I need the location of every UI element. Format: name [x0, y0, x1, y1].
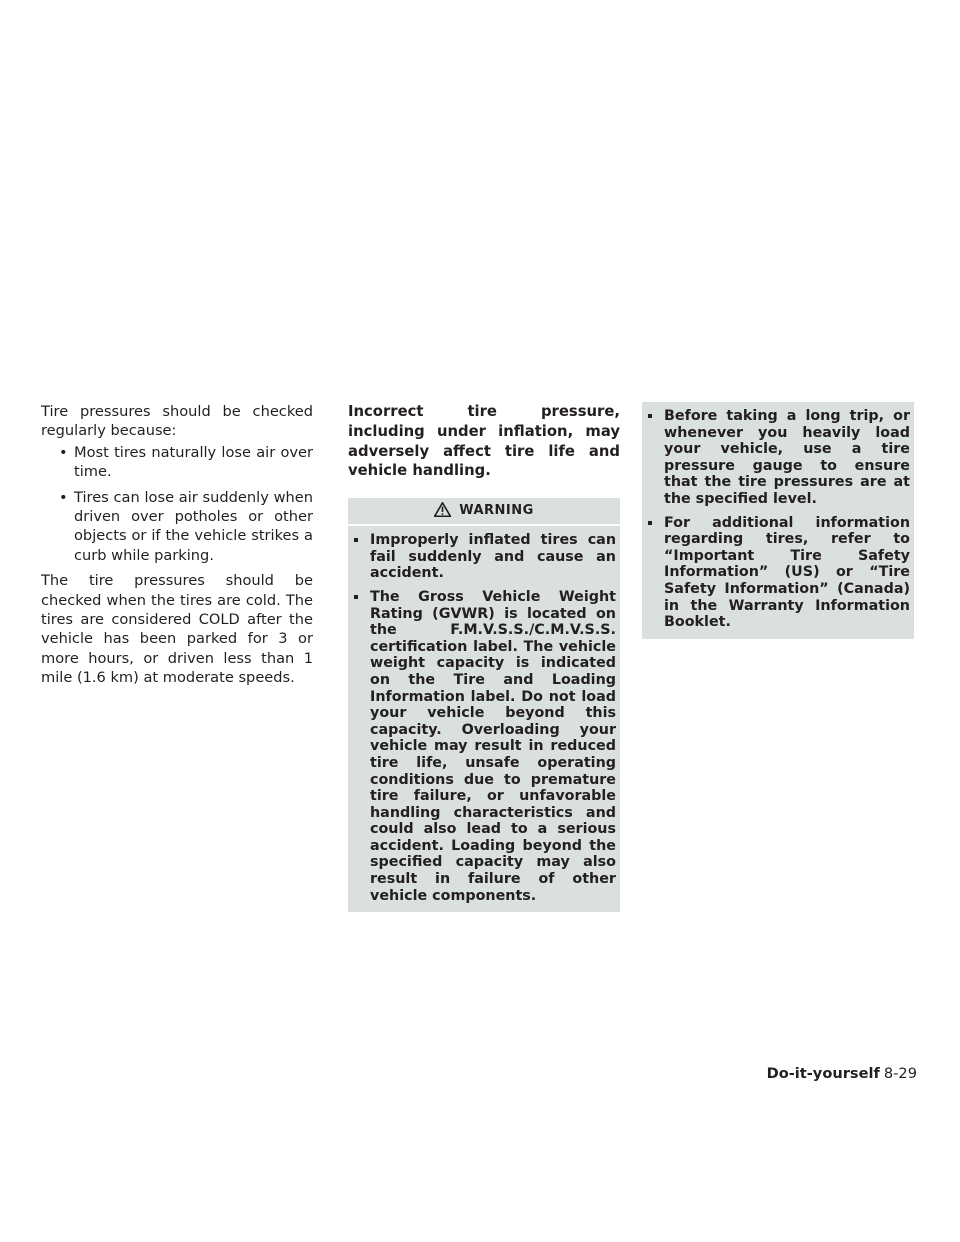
warning-item: [352, 532, 616, 582]
column-left: [41, 402, 313, 688]
warning-item: [646, 408, 910, 508]
cold-tires-paragraph: The tire pressures should be checked when the tires are cold. The tires are considered COLD after the vehicle has been parked for 3 or more hours, or driven less than 1 mile (1.6 km) at moderate speeds.: [41, 572, 313, 687]
intro-paragraph: Tire pressures should be checked regularly because:: [41, 403, 313, 440]
warning-item-text: Improperly inflated tires can fail suddenly and cause an accident.: [370, 532, 616, 582]
section-title: Do-it-yourself: [766, 1065, 880, 1082]
warning-item: [352, 589, 616, 904]
warning-item-text: For additional information regarding tires, refer to “Important Tire Safety Information” (US) or “Tire Safety Information” (Canada) in the Warranty Information Booklet.: [664, 514, 910, 631]
square-bullet-icon: [648, 414, 652, 418]
warning-item-text: Before taking a long trip, or whenever you heavily load your vehicle, use a tire pressure gauge to ensure that the tire pressures are at the specified level.: [664, 408, 910, 507]
list-item: [41, 443, 313, 482]
incorrect-pressure-paragraph: Incorrect tire pressure, including under inflation, may adversely affect tire life and vehicle handling.: [348, 403, 620, 480]
bullet-dot-icon: •: [59, 443, 68, 461]
column-right: [642, 402, 914, 639]
page-number: 8-29: [883, 1065, 917, 1082]
list-item: [41, 488, 313, 566]
warning-label: WARNING: [459, 503, 534, 519]
warning-heading: [348, 498, 620, 526]
column-middle: [348, 402, 620, 912]
square-bullet-icon: [648, 521, 652, 525]
warning-item: [646, 515, 910, 631]
warning-box: [348, 498, 620, 912]
reasons-list: [41, 443, 313, 565]
square-bullet-icon: [354, 595, 358, 599]
warning-box-continued: [642, 402, 914, 639]
warning-list-continued: [646, 408, 910, 631]
page-footer: [767, 1065, 917, 1082]
square-bullet-icon: [354, 538, 358, 542]
warning-list: [352, 532, 616, 904]
warning-item-text: The Gross Vehicle Weight Rating (GVWR) is located on the F.M.V.S.S./C.M.V.S.S. certification label. The vehicle weight capacity is indicated on the Tire and Loading Information label. Do not load your vehicle beyond this capacity. Overloading your vehicle may result in reduced tire life, unsafe operating conditions due to premature tire failure, or unfavorable handling characteristics and could also lead to a serious accident. Loading beyond the specified capacity may also result in failure of other vehicle components.: [370, 588, 616, 904]
list-item-text: Most tires naturally lose air over time.: [74, 443, 313, 481]
bullet-dot-icon: •: [59, 488, 68, 506]
warning-triangle-icon: [434, 502, 451, 517]
list-item-text: Tires can lose air suddenly when driven over potholes or other objects or if the vehicle strikes a curb while parking.: [74, 488, 313, 564]
